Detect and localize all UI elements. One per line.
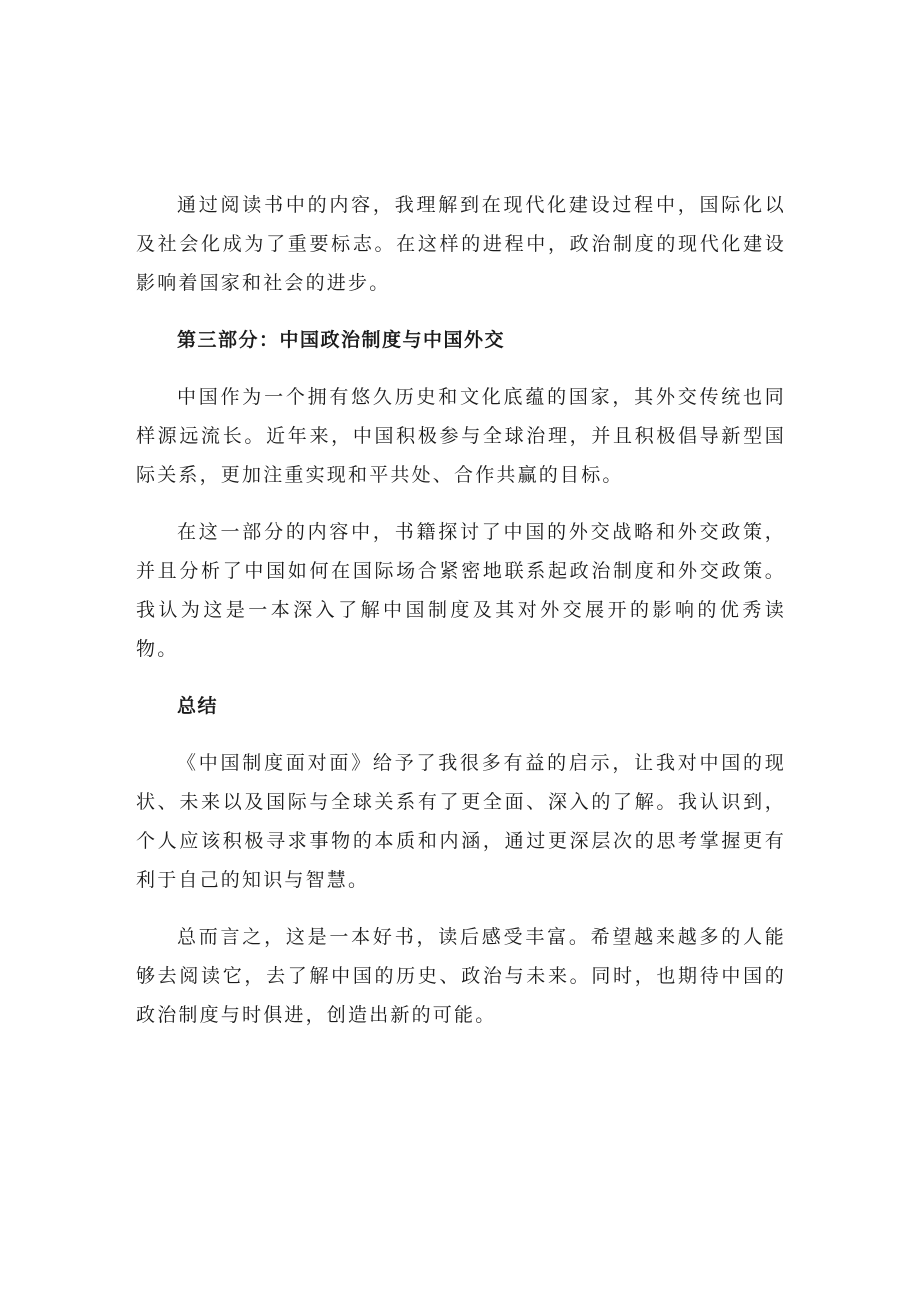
section-heading-part-three: 第三部分：中国政治制度与中国外交 [177,329,506,351]
spacer [136,900,786,918]
paragraph-diplomacy-tradition: 中国作为一个拥有悠久历史和文化底蕴的国家，其外交传统也同样源远流长。近年来，中国积极参与全球治理，并且积极倡导新型国际关系，更加注重实现和平共处、合作共赢的目标。 [136,386,786,486]
section-heading-summary: 总结 [177,695,219,717]
paragraph-book-insights: 《中国制度面对面》给予了我很多有益的启示，让我对中国的现状、未来以及国际与全球关系有了更全面、深入的了解。我认识到，个人应该积极寻求事物的本质和内涵，通过更深层次的思考掌握更有利于自己的知识与智慧。 [136,752,786,891]
paragraph-diplomacy-strategy: 在这一部分的内容中，书籍探讨了中国的外交战略和外交政策，并且分析了中国如何在国际场合紧密地联系起政治制度和外交政策。我认为这是一本深入了解中国制度及其对外交展开的影响的优秀读物。 [136,521,786,660]
spacer [136,726,786,744]
spacer [136,303,786,321]
spacer [136,669,786,687]
spacer [136,495,786,513]
paragraph-conclusion: 总而言之，这是一本好书，读后感受丰富。希望越来越多的人能够去阅读它，去了解中国的历史、政治与未来。同时，也期待中国的政治制度与时俱进，创造出新的可能。 [136,926,786,1026]
document-body [136,186,786,1035]
spacer [136,360,786,378]
paragraph-modernization: 通过阅读书中的内容，我理解到在现代化建设过程中，国际化以及社会化成为了重要标志。在这样的进程中，政治制度的现代化建设影响着国家和社会的进步。 [136,194,786,294]
